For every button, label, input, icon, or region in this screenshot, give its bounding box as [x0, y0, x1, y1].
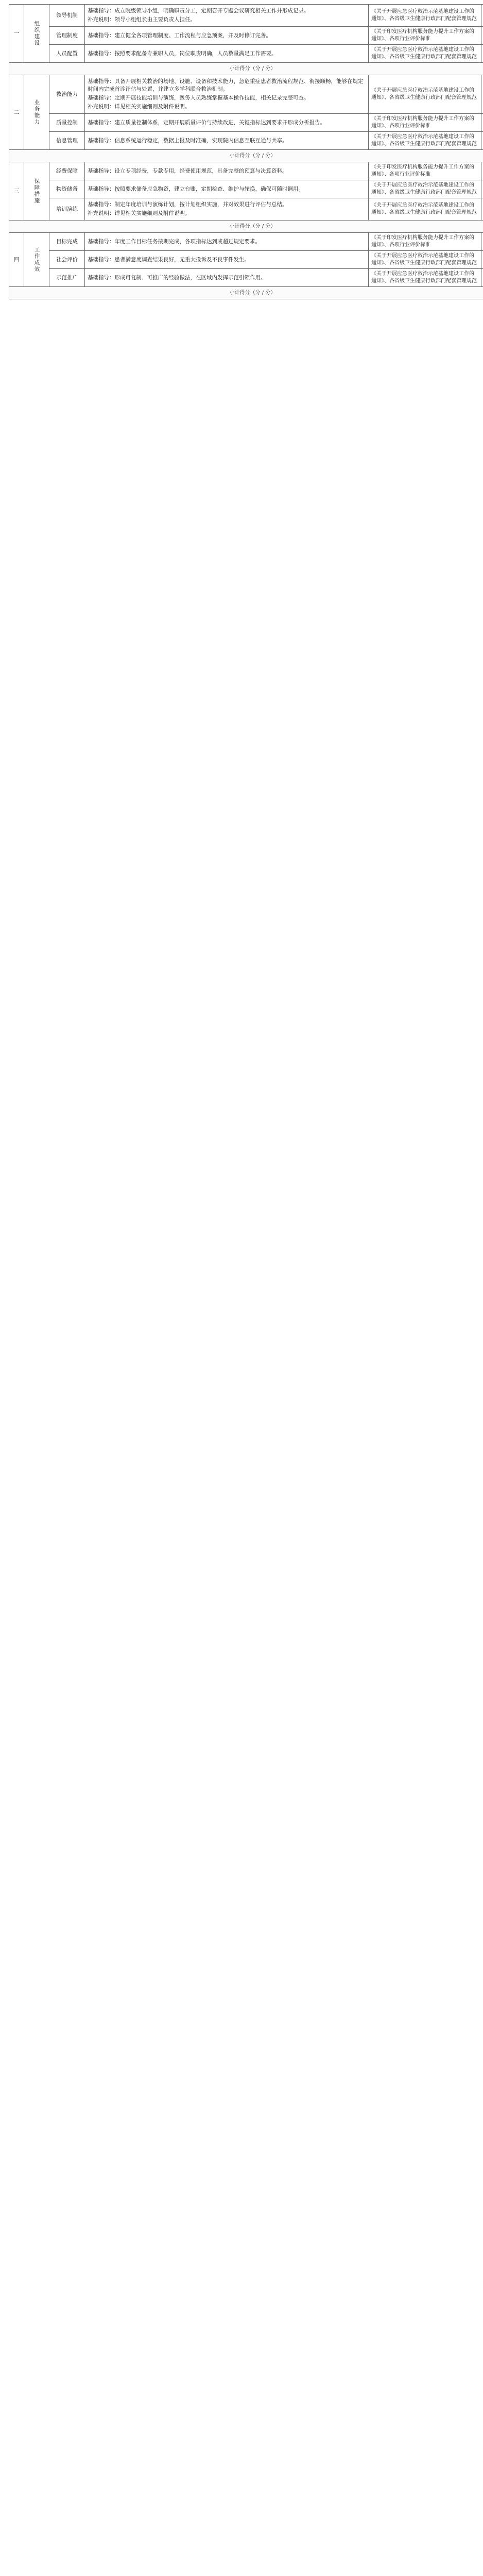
item-name: 救治能力	[49, 75, 85, 114]
item-basis: 《关于开展应急医疗救治示范基地建设工作的通知》、各省级卫生健康行政部门配套管理规范	[369, 251, 481, 269]
standard-line: 补充说明：详见相关实施细则及附件说明。	[88, 104, 191, 110]
table-row	[9, 132, 483, 150]
item-note	[481, 5, 483, 27]
item-standard	[85, 180, 369, 198]
section-number: 三	[9, 162, 24, 221]
item-note	[481, 114, 483, 132]
standard-line: 基础指导：设立专项经费，专款专用，经费使用规范，具备完整的预算与决算资料。	[88, 167, 288, 174]
item-name: 培训演练	[49, 198, 85, 221]
table-row	[9, 27, 483, 45]
item-basis: 《关于印发医疗机构服务能力提升工作方案的通知》、各项行业评价标准	[369, 233, 481, 251]
item-standard	[85, 269, 369, 287]
table-row	[9, 45, 483, 63]
item-basis: 《关于开展应急医疗救治示范基地建设工作的通知》、各省级卫生健康行政部门配套管理规范	[369, 5, 481, 27]
item-basis: 《关于开展应急医疗救治示范基地建设工作的通知》、各省级卫生健康行政部门配套管理规范	[369, 75, 481, 114]
section-number: 一	[9, 5, 24, 63]
item-name: 物资储备	[49, 180, 85, 198]
table-row	[9, 75, 483, 114]
standard-line: 补充说明：领导小组组长由主要负责人担任。	[88, 16, 196, 23]
standard-line: 基础指导：建立质量控制体系，定期开展质量评价与持续改进，关键指标达到要求并形成分析报告。	[88, 119, 325, 126]
subtotal-cell: 小计得分（分 / 分）	[9, 150, 483, 162]
item-note	[481, 198, 483, 221]
standard-line: 基础指导：制定年度培训与演练计划，按计划组织实施，并对效果进行评估与总结。	[88, 201, 288, 208]
subtotal-cell: 小计得分（分 / 分）	[9, 287, 483, 299]
item-standard	[85, 198, 369, 221]
item-note	[481, 45, 483, 63]
section-category: 工作成效	[24, 233, 49, 287]
section-category: 业务能力	[24, 75, 49, 150]
item-standard	[85, 5, 369, 27]
subtotal-row	[9, 63, 483, 75]
assessment-table	[9, 4, 483, 299]
item-name: 人员配置	[49, 45, 85, 63]
table-row	[9, 233, 483, 251]
item-note	[481, 180, 483, 198]
item-note	[481, 251, 483, 269]
item-basis: 《关于开展应急医疗救治示范基地建设工作的通知》、各省级卫生健康行政部门配套管理规范	[369, 45, 481, 63]
item-name: 目标完成	[49, 233, 85, 251]
section-number: 二	[9, 75, 24, 150]
item-standard	[85, 75, 369, 114]
table-row	[9, 198, 483, 221]
subtotal-cell: 小计得分（分 / 分）	[9, 63, 483, 75]
standard-line: 基础指导：成立院级领导小组，明确职责分工，定期召开专题会议研究相关工作并形成记录。	[88, 8, 309, 14]
item-standard	[85, 114, 369, 132]
standard-line: 基础指导：信息系统运行稳定，数据上报及时准确，实现院内信息互联互通与共享。	[88, 137, 288, 144]
standard-line: 基础指导：形成可复制、可推广的经验做法，在区域内发挥示范引领作用。	[88, 274, 266, 281]
table-row	[9, 180, 483, 198]
table-row	[9, 5, 483, 27]
item-note	[481, 233, 483, 251]
table-row	[9, 251, 483, 269]
table-row	[9, 162, 483, 180]
item-note	[481, 27, 483, 45]
item-name: 信息管理	[49, 132, 85, 150]
item-basis: 《关于开展应急医疗救治示范基地建设工作的通知》、各省级卫生健康行政部门配套管理规范	[369, 180, 481, 198]
table-row	[9, 269, 483, 287]
standard-line: 基础指导：年度工作目标任务按期完成，各项指标达到或超过规定要求。	[88, 238, 261, 245]
subtotal-row	[9, 287, 483, 299]
item-note	[481, 132, 483, 150]
standard-line: 基础指导：具备开展相关救治的场地、设施、设备和技术能力，急危重症患者救治流程规范、衔接顺畅，能够在规定时间内完成首诊评估与处置，并建立多学科联合救治机制。	[88, 78, 364, 92]
standard-line: 基础指导：定期开展技能培训与演练，医务人员熟练掌握基本操作技能，相关记录完整可查。	[88, 95, 309, 101]
section-category: 保障措施	[24, 162, 49, 221]
subtotal-row	[9, 221, 483, 233]
item-note	[481, 75, 483, 114]
standard-line: 基础指导：建立健全各项管理制度、工作流程与应急预案，并及时修订完善。	[88, 32, 271, 39]
item-name: 经费保障	[49, 162, 85, 180]
item-standard	[85, 27, 369, 45]
item-standard	[85, 251, 369, 269]
item-basis: 《关于开展应急医疗救治示范基地建设工作的通知》、各省级卫生健康行政部门配套管理规范	[369, 132, 481, 150]
item-name: 管理制度	[49, 27, 85, 45]
item-standard	[85, 233, 369, 251]
table-row	[9, 114, 483, 132]
standard-line: 基础指导：患者满意度调查结果良好，无重大投诉及不良事件发生。	[88, 256, 250, 263]
section-category: 组织建设	[24, 5, 49, 63]
item-standard	[85, 132, 369, 150]
item-note	[481, 269, 483, 287]
item-note	[481, 162, 483, 180]
standard-line: 补充说明：详见相关实施细则及附件说明。	[88, 210, 191, 216]
item-basis: 《关于印发医疗机构服务能力提升工作方案的通知》、各项行业评价标准	[369, 114, 481, 132]
assessment-table-body	[9, 5, 483, 299]
item-basis: 《关于开展应急医疗救治示范基地建设工作的通知》、各省级卫生健康行政部门配套管理规范	[369, 269, 481, 287]
item-basis: 《关于印发医疗机构服务能力提升工作方案的通知》、各项行业评价标准	[369, 27, 481, 45]
item-name: 社会评价	[49, 251, 85, 269]
item-standard	[85, 162, 369, 180]
standard-line: 基础指导：按照要求配备专兼职人员，岗位职责明确，人员数量满足工作需要。	[88, 50, 277, 57]
item-name: 示范推广	[49, 269, 85, 287]
item-name: 领导机制	[49, 5, 85, 27]
item-basis: 《关于印发医疗机构服务能力提升工作方案的通知》、各项行业评价标准	[369, 162, 481, 180]
subtotal-row	[9, 150, 483, 162]
item-name: 质量控制	[49, 114, 85, 132]
item-standard	[85, 45, 369, 63]
standard-line: 基础指导：按照要求储备应急物资，建立台账，定期检查、维护与轮换，确保可随时调用。	[88, 185, 304, 192]
section-number: 四	[9, 233, 24, 287]
subtotal-cell: 小计得分（分 / 分）	[9, 221, 483, 233]
item-basis: 《关于开展应急医疗救治示范基地建设工作的通知》、各省级卫生健康行政部门配套管理规范	[369, 198, 481, 221]
